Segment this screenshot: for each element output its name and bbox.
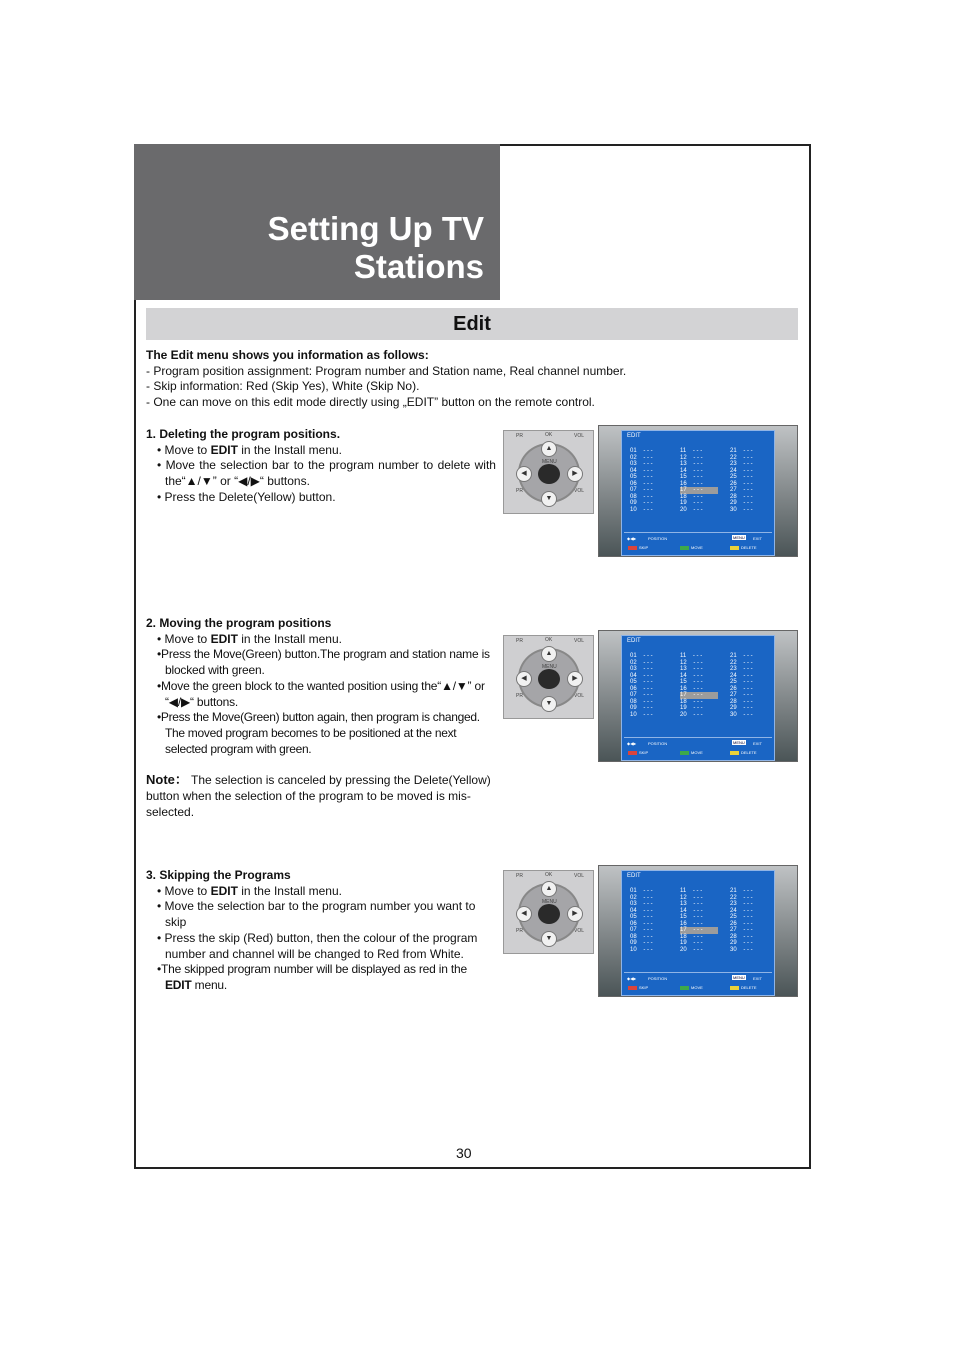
- right-arrow-icon: ▶: [567, 906, 583, 922]
- program-row: 01 - - -: [630, 888, 653, 894]
- program-row: 17 - - -: [680, 927, 718, 934]
- list-item: •The skipped program number will be displayed as red in the EDIT menu.: [157, 962, 467, 992]
- note: Note： The selection is canceled by pressing the Delete(Yellow) button when the selection of the program to be moved is mis-selected.: [146, 772, 491, 819]
- program-row: 06 - - -: [630, 920, 653, 927]
- list-item: • Press the skip (Red) button, then the colour of the program number and channel will be changed to Red from White.: [157, 930, 478, 961]
- program-column: [630, 448, 668, 513]
- program-row: 20 - - -: [680, 711, 703, 718]
- program-row: 12 - - -: [680, 659, 703, 666]
- program-row: 10 - - -: [630, 946, 653, 953]
- program-row: 08 - - -: [630, 698, 653, 705]
- program-row: 28 - - -: [730, 933, 753, 940]
- program-row: 15 - - -: [680, 914, 703, 920]
- edit-menu: EDIT 01 - - - 02 - - - 03 - - - 04 - - - 05 - - - 06 - - - 07 - - - 08 - - - 09 - - - 10 - - - 11 - - - 12 - - - 13 - - - 14 - - - 15 - - - 16 - - - 17 - - - 18 - - - 19 - - - 20 - - - 21 - - - 22 - - - 23 - - - 24 - - - 25 - - - 26 - - - 27 - - - 28 - - - 29 - - - 30 - - - ◆◀▶ POSITION MENU EXIT SKIP MOVE DELETE: [621, 635, 775, 761]
- program-row: 26 - - -: [730, 480, 753, 487]
- tv-screen-illustration: [598, 630, 798, 762]
- up-arrow-icon: ▲: [541, 441, 557, 457]
- tv-screen-illustration: [598, 425, 798, 557]
- intro-line: - One can move on this edit mode directly using „EDIT” button on the remote control.: [146, 395, 595, 410]
- program-row: 06 - - -: [630, 685, 653, 692]
- list-item: • Move the selection bar to the program number to delete with the“▲/▼” or “◀/▶“ buttons.: [157, 458, 496, 489]
- list-item: •Press the Move(Green) button.The program and station name is blocked with green.: [157, 647, 490, 678]
- program-column: [680, 888, 718, 953]
- program-row: 14 - - -: [680, 907, 703, 914]
- menu-footer: ◆◀▶ POSITION MENU EXIT SKIP MOVE DELETE: [624, 532, 772, 552]
- program-row: 27 - - -: [730, 927, 753, 933]
- section-1-heading: 1. Deleting the program positions.: [146, 427, 341, 441]
- intro-heading: The Edit menu shows you information as follows:: [146, 348, 429, 362]
- program-row: 04 - - -: [630, 672, 653, 679]
- section-3: [146, 868, 496, 994]
- program-row: 04 - - -: [630, 467, 653, 474]
- program-row: 23 - - -: [730, 461, 753, 467]
- program-row: 21 - - -: [730, 888, 753, 894]
- program-row: 05 - - -: [630, 474, 653, 480]
- program-row: 22 - - -: [730, 659, 753, 666]
- program-row: 08 - - -: [630, 933, 653, 940]
- program-row: 07 - - -: [630, 927, 653, 933]
- program-row: 03 - - -: [630, 461, 653, 467]
- program-column: [730, 448, 768, 513]
- program-row: 04 - - -: [630, 907, 653, 914]
- program-row: 03 - - -: [630, 666, 653, 672]
- program-row: 25 - - -: [730, 474, 753, 480]
- program-row: 16 - - -: [680, 685, 703, 692]
- arrow-keys-icon: ◆◀▶: [627, 741, 637, 746]
- program-row: 27 - - -: [730, 487, 753, 493]
- program-row: 07 - - -: [630, 487, 653, 493]
- program-row: 06 - - -: [630, 480, 653, 487]
- program-row: 27 - - -: [730, 692, 753, 698]
- yellow-key-icon: [730, 546, 739, 550]
- list-item: •Press the Move(Green) button again, then program is changed. The moved program becomes to be positioned at the next selected program with green.: [157, 710, 480, 756]
- program-row: 13 - - -: [680, 666, 703, 672]
- program-row: 25 - - -: [730, 914, 753, 920]
- program-row: 19 - - -: [680, 940, 703, 946]
- program-row: 07 - - -: [630, 692, 653, 698]
- list-item: • Move to EDIT in the Install menu.: [157, 883, 342, 898]
- program-row: 28 - - -: [730, 698, 753, 705]
- arrow-keys-icon: ◆◀▶: [627, 976, 637, 981]
- program-row: 09 - - -: [630, 940, 653, 946]
- ok-button-icon: [538, 464, 560, 484]
- program-row: 18 - - -: [680, 698, 703, 705]
- program-row: 11 - - -: [680, 653, 703, 659]
- program-row: 12 - - -: [680, 894, 703, 901]
- program-row: 02 - - -: [630, 659, 653, 666]
- program-column: [730, 888, 768, 953]
- program-column: [630, 888, 668, 953]
- program-row: 18 - - -: [680, 933, 703, 940]
- program-column: [680, 448, 718, 513]
- up-arrow-icon: ▲: [541, 881, 557, 897]
- program-row: 17 - - -: [680, 487, 718, 494]
- program-column: [680, 653, 718, 718]
- right-arrow-icon: ▶: [567, 671, 583, 687]
- menu-footer: ◆◀▶ POSITION MENU EXIT SKIP MOVE DELETE: [624, 737, 772, 757]
- section-2: [146, 616, 496, 820]
- program-row: 15 - - -: [680, 679, 703, 685]
- program-row: 28 - - -: [730, 493, 753, 500]
- program-row: 24 - - -: [730, 672, 753, 679]
- green-key-icon: [680, 546, 689, 550]
- program-row: 22 - - -: [730, 454, 753, 461]
- tv-screen-illustration: [598, 865, 798, 997]
- program-row: 26 - - -: [730, 920, 753, 927]
- intro-line: - Skip information: Red (Skip Yes), White (Skip No).: [146, 379, 420, 394]
- program-row: 30 - - -: [730, 506, 753, 513]
- left-arrow-icon: ◀: [516, 466, 532, 482]
- program-row: 19 - - -: [680, 705, 703, 711]
- page-title: Setting Up TV Stations: [267, 210, 484, 285]
- ok-button-icon: [538, 904, 560, 924]
- program-row: 29 - - -: [730, 705, 753, 711]
- program-row: 30 - - -: [730, 946, 753, 953]
- program-row: 13 - - -: [680, 901, 703, 907]
- program-column: [630, 653, 668, 718]
- note-label: Note：: [146, 772, 188, 788]
- right-arrow-icon: ▶: [567, 466, 583, 482]
- yellow-key-icon: [730, 986, 739, 990]
- program-row: 20 - - -: [680, 946, 703, 953]
- section-title: Edit: [453, 313, 491, 335]
- program-row: 13 - - -: [680, 461, 703, 467]
- program-row: 08 - - -: [630, 493, 653, 500]
- down-arrow-icon: ▼: [541, 696, 557, 712]
- program-column: [730, 653, 768, 718]
- program-row: 05 - - -: [630, 679, 653, 685]
- program-row: 16 - - -: [680, 920, 703, 927]
- program-row: 17 - - -: [680, 692, 718, 699]
- list-item: •Move the green block to the wanted position using the“▲/▼” or “◀/▶“ buttons.: [157, 678, 485, 709]
- program-row: 10 - - -: [630, 506, 653, 513]
- down-arrow-icon: ▼: [541, 931, 557, 947]
- program-row: 22 - - -: [730, 894, 753, 901]
- program-row: 21 - - -: [730, 448, 753, 454]
- red-key-icon: [628, 986, 637, 990]
- program-row: 24 - - -: [730, 467, 753, 474]
- red-key-icon: [628, 751, 637, 755]
- program-row: 29 - - -: [730, 940, 753, 946]
- remote-illustration: PR VOL PR VOL ▲ ▼ ◀ ▶ MENU OK: [503, 870, 594, 954]
- program-row: 09 - - -: [630, 500, 653, 506]
- left-arrow-icon: ◀: [516, 671, 532, 687]
- ok-button-icon: [538, 669, 560, 689]
- program-row: 01 - - -: [630, 653, 653, 659]
- yellow-key-icon: [730, 751, 739, 755]
- program-row: 29 - - -: [730, 500, 753, 506]
- program-row: 25 - - -: [730, 679, 753, 685]
- program-row: 14 - - -: [680, 467, 703, 474]
- page-number: 30: [456, 1145, 472, 1161]
- program-row: 16 - - -: [680, 480, 703, 487]
- program-row: 14 - - -: [680, 672, 703, 679]
- program-row: 01 - - -: [630, 448, 653, 454]
- program-row: 03 - - -: [630, 901, 653, 907]
- edit-menu: EDIT 01 - - - 02 - - - 03 - - - 04 - - - 05 - - - 06 - - - 07 - - - 08 - - - 09 - - - 10 - - - 11 - - - 12 - - - 13 - - - 14 - - - 15 - - - 16 - - - 17 - - - 18 - - - 19 - - - 20 - - - 21 - - - 22 - - - 23 - - - 24 - - - 25 - - - 26 - - - 27 - - - 28 - - - 29 - - - 30 - - - ◆◀▶ POSITION MENU EXIT SKIP MOVE DELETE: [621, 430, 775, 556]
- program-row: 12 - - -: [680, 454, 703, 461]
- program-row: 30 - - -: [730, 711, 753, 718]
- green-key-icon: [680, 986, 689, 990]
- program-row: 23 - - -: [730, 666, 753, 672]
- program-row: 11 - - -: [680, 448, 703, 454]
- program-row: 05 - - -: [630, 914, 653, 920]
- left-arrow-icon: ◀: [516, 906, 532, 922]
- green-key-icon: [680, 751, 689, 755]
- program-row: 02 - - -: [630, 454, 653, 461]
- section-1: [146, 427, 496, 506]
- edit-menu: EDIT 01 - - - 02 - - - 03 - - - 04 - - - 05 - - - 06 - - - 07 - - - 08 - - - 09 - - - 10 - - - 11 - - - 12 - - - 13 - - - 14 - - - 15 - - - 16 - - - 17 - - - 18 - - - 19 - - - 20 - - - 21 - - - 22 - - - 23 - - - 24 - - - 25 - - - 26 - - - 27 - - - 28 - - - 29 - - - 30 - - - ◆◀▶ POSITION MENU EXIT SKIP MOVE DELETE: [621, 870, 775, 996]
- list-item: • Move to EDIT in the Install menu.: [157, 442, 342, 457]
- intro-line: - Program position assignment: Program number and Station name, Real channel number.: [146, 363, 627, 378]
- section-2-heading: 2. Moving the program positions: [146, 616, 332, 630]
- program-row: 02 - - -: [630, 894, 653, 901]
- red-key-icon: [628, 546, 637, 550]
- list-item: • Press the Delete(Yellow) button.: [157, 489, 336, 504]
- list-item: • Move to EDIT in the Install menu.: [157, 631, 342, 646]
- down-arrow-icon: ▼: [541, 491, 557, 507]
- program-row: 23 - - -: [730, 901, 753, 907]
- remote-illustration: PR VOL PR VOL ▲ ▼ ◀ ▶ MENU OK: [503, 430, 594, 514]
- program-row: 09 - - -: [630, 705, 653, 711]
- program-row: 11 - - -: [680, 888, 703, 894]
- program-row: 24 - - -: [730, 907, 753, 914]
- menu-footer: ◆◀▶ POSITION MENU EXIT SKIP MOVE DELETE: [624, 972, 772, 992]
- program-row: 10 - - -: [630, 711, 653, 718]
- program-row: 20 - - -: [680, 506, 703, 513]
- program-row: 26 - - -: [730, 685, 753, 692]
- program-row: 18 - - -: [680, 493, 703, 500]
- program-row: 15 - - -: [680, 474, 703, 480]
- section-3-heading: 3. Skipping the Programs: [146, 868, 291, 882]
- remote-illustration: PR VOL PR VOL ▲ ▼ ◀ ▶ MENU OK: [503, 635, 594, 719]
- arrow-keys-icon: ◆◀▶: [627, 536, 637, 541]
- list-item: • Move the selection bar to the program number you want to skip: [157, 899, 476, 930]
- intro: [146, 348, 806, 411]
- program-row: 19 - - -: [680, 500, 703, 506]
- program-row: 21 - - -: [730, 653, 753, 659]
- up-arrow-icon: ▲: [541, 646, 557, 662]
